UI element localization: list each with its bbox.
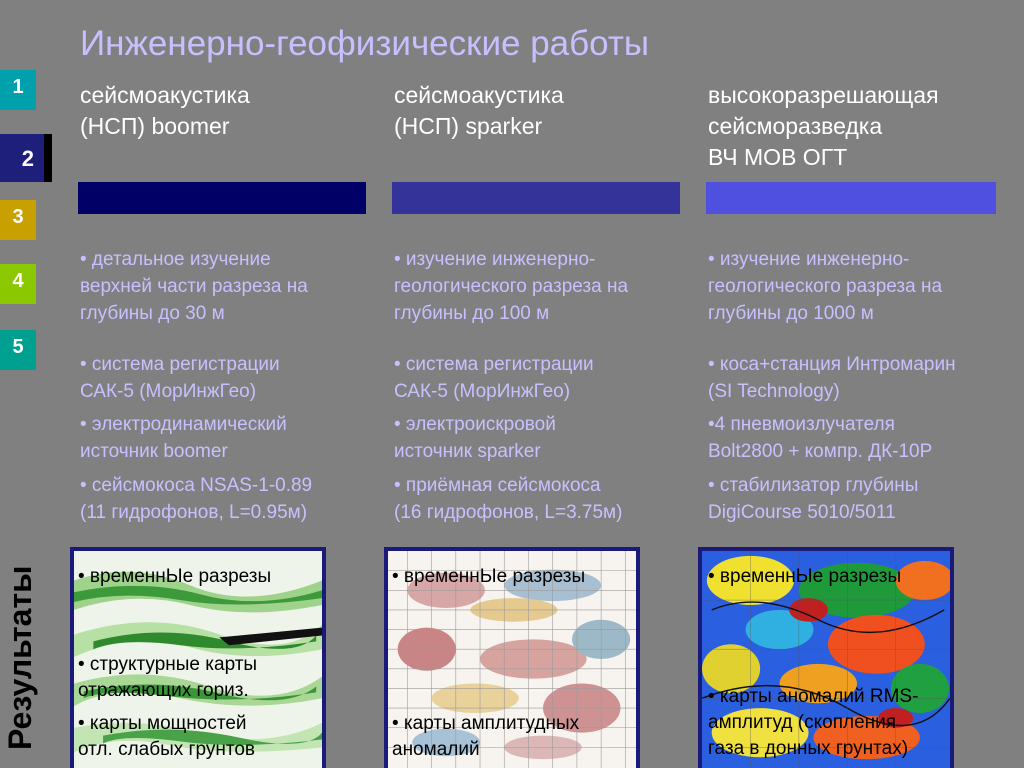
text-line: амплитуд (скопления <box>708 712 897 733</box>
text-line: газа в донных грунтах) <box>708 738 909 759</box>
tab-2-label: 2 <box>21 146 34 171</box>
column-3-equipment-2 <box>708 411 932 465</box>
heading-line: сейсморазведка <box>708 113 883 139</box>
text-line: источник boomer <box>80 441 228 462</box>
tab-4-label: 4 <box>12 270 24 292</box>
text-line: • карты аномалий RMS- <box>708 686 919 707</box>
tab-2-active[interactable] <box>0 134 52 182</box>
column-1-color-bar <box>78 182 366 214</box>
text-line: • коса+станция Интромарин <box>708 354 956 375</box>
heading-line: сейсмоакустика <box>394 82 564 108</box>
column-2-equipment-1 <box>394 351 594 405</box>
text-line: отл. слабых грунтов <box>78 739 255 760</box>
results-vertical-label: Результаты <box>2 565 38 750</box>
column-3-equipment-1 <box>708 351 956 405</box>
text-line: • детальное изучение <box>80 249 271 270</box>
text-line: • структурные карты <box>78 654 258 675</box>
text-line: (SI Technology) <box>708 381 840 402</box>
column-1-heading <box>80 80 250 142</box>
tab-3[interactable] <box>0 200 36 240</box>
text-line: (11 гидрофонов, L=0.95м) <box>80 502 308 523</box>
heading-line: ВЧ МОВ ОГТ <box>708 144 848 170</box>
column-2-equipment-3 <box>394 472 622 526</box>
column-2-color-bar <box>392 182 680 214</box>
text-line: • электроискровой <box>394 414 556 435</box>
heading-line: (НСП) sparker <box>394 113 543 139</box>
column-1-equipment-1 <box>80 351 280 405</box>
text-line: глубины до 30 м <box>80 303 225 324</box>
text-line: геологического разреза на <box>394 276 629 297</box>
text-line: отражающих гориз. <box>78 680 249 701</box>
text-line: • карты мощностей <box>78 713 247 734</box>
boomer-result-caption-2 <box>78 652 257 704</box>
text-line: • временнЫе разрезы <box>392 566 586 587</box>
boomer-result-caption-3 <box>78 711 255 763</box>
text-line: (16 гидрофонов, L=3.75м) <box>394 502 623 523</box>
column-1-equipment-3 <box>80 472 312 526</box>
text-line: Bolt2800 + компр. ДК-10Р <box>708 441 933 462</box>
text-line: геологического разреза на <box>708 276 943 297</box>
text-line: • система регистрации <box>394 354 594 375</box>
column-3-heading <box>708 80 939 173</box>
tab-5-label: 5 <box>12 336 24 358</box>
text-line: • изучение инженерно- <box>394 249 596 270</box>
column-2-equipment-2 <box>394 411 556 465</box>
text-line: DigiCourse 5010/5011 <box>708 502 896 523</box>
tab-5[interactable] <box>0 330 36 370</box>
heading-line: высокоразрешающая <box>708 82 939 108</box>
hr-seismic-result-caption-2 <box>708 684 918 762</box>
text-line: • приёмная сейсмокоса <box>394 475 601 496</box>
text-line: • изучение инженерно- <box>708 249 910 270</box>
tab-3-label: 3 <box>12 206 24 228</box>
column-2-heading <box>394 80 564 142</box>
text-line: глубины до 1000 м <box>708 303 874 324</box>
tab-1[interactable] <box>0 70 36 110</box>
boomer-result-caption-1 <box>78 564 271 590</box>
text-line: • сейсмокоса NSAS-1-0.89 <box>80 475 313 496</box>
heading-line: (НСП) boomer <box>80 113 230 139</box>
text-line: САК-5 (МорИнжГео) <box>394 381 571 402</box>
text-line: аномалий <box>392 739 480 760</box>
tab-4[interactable] <box>0 264 36 304</box>
heading-line: сейсмоакустика <box>80 82 250 108</box>
column-3-color-bar <box>706 182 996 214</box>
text-line: •4 пневмоизлучателя <box>708 414 895 435</box>
text-line: • система регистрации <box>80 354 280 375</box>
column-1-equipment-2 <box>80 411 287 465</box>
text-line: глубины до 100 м <box>394 303 550 324</box>
column-3-purpose <box>708 246 942 327</box>
page-title: Инженерно-геофизические работы <box>80 24 650 63</box>
text-line: • стабилизатор глубины <box>708 475 919 496</box>
text-line: • временнЫе разрезы <box>78 566 272 587</box>
sparker-result-caption-2 <box>392 711 579 763</box>
text-line: САК-5 (МорИнжГео) <box>80 381 257 402</box>
column-3-equipment-3 <box>708 472 918 526</box>
text-line: • электродинамический <box>80 414 287 435</box>
text-line: источник sparker <box>394 441 541 462</box>
column-1-purpose <box>80 246 308 327</box>
text-line: верхней части разреза на <box>80 276 308 297</box>
hr-seismic-result-caption-1 <box>708 564 901 590</box>
tab-1-label: 1 <box>12 76 24 98</box>
column-2-purpose <box>394 246 628 327</box>
sparker-result-caption-1 <box>392 564 585 590</box>
text-line: • временнЫе разрезы <box>708 566 902 587</box>
text-line: • карты амплитудных <box>392 713 580 734</box>
